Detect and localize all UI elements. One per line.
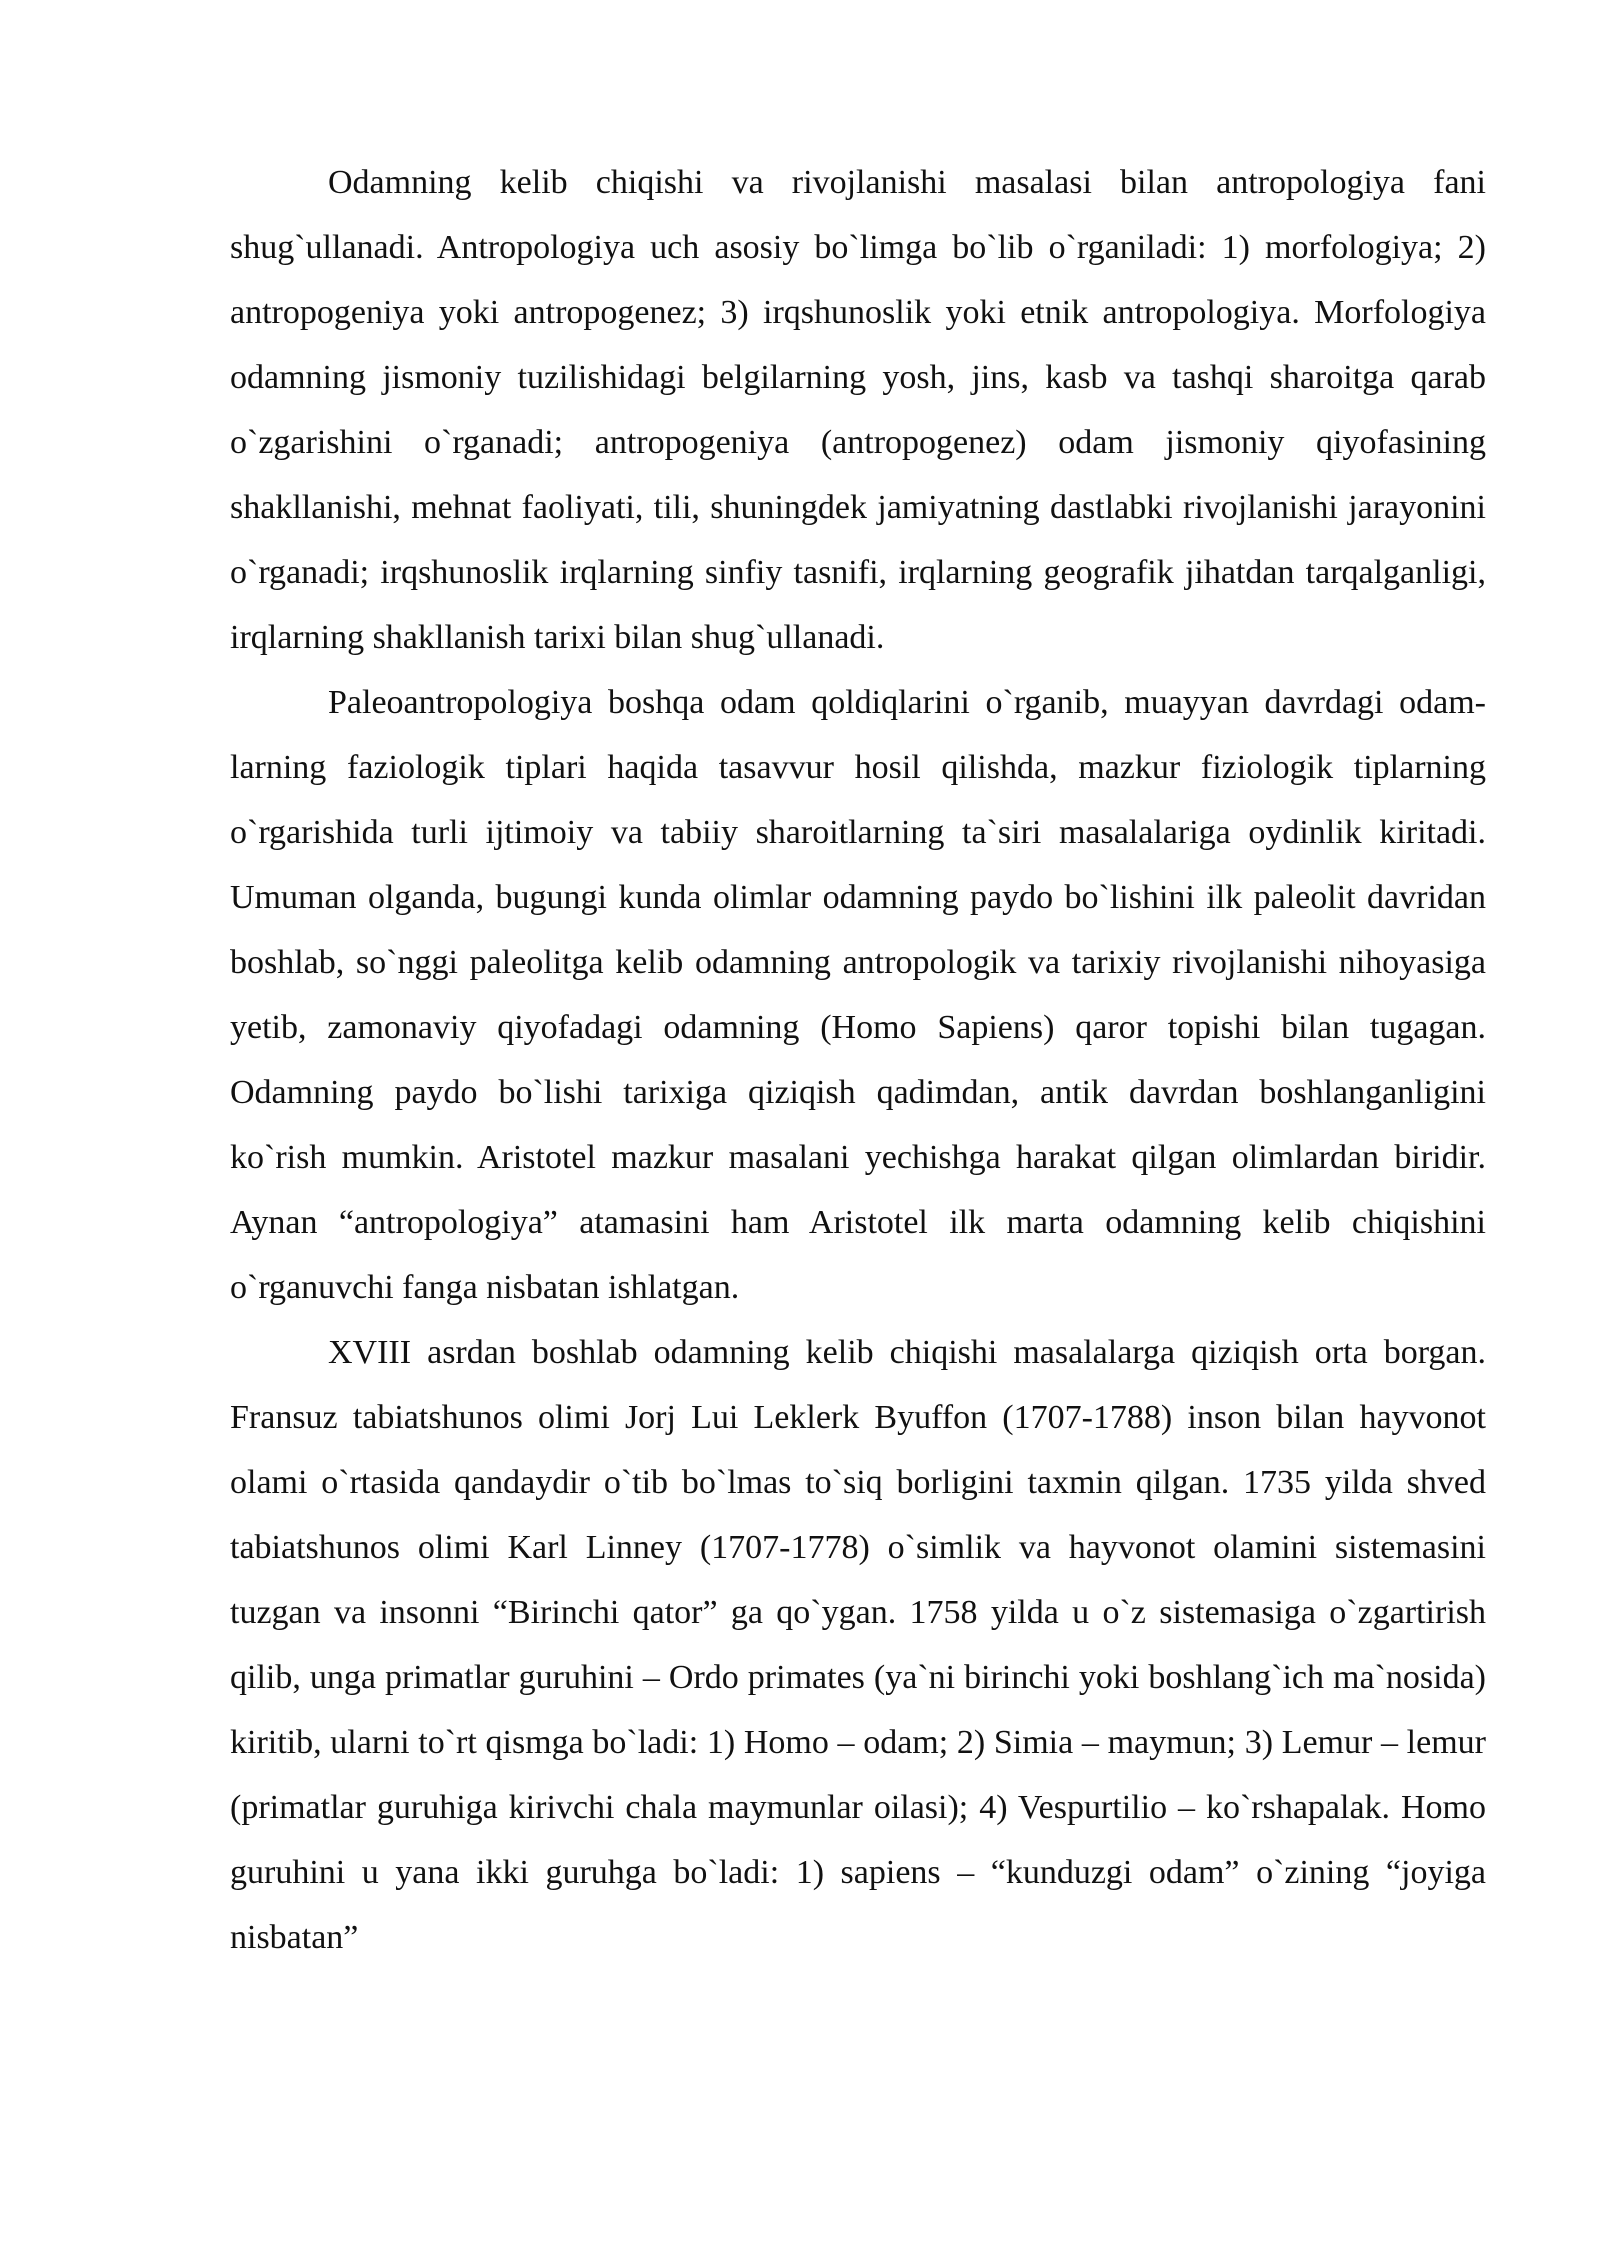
paragraph-paleoantropologiya: Paleoantropologiya boshqa odam qoldiqlarini o`rganib, muayyan davrdagi odam-larning faziologik tiplari haqida tasavvur hosil qilishda, mazkur fiziologik tiplarning o`rgarishida turli ijtimoiy va tabiiy sharoitlarning ta`siri masalalariga oydinlik kiritadi. Umuman olganda, bugungi kunda olimlar odamning paydo bo`lishini ilk paleolit davridan boshlab, so`nggi paleolitga kelib odamning antropologik va tarixiy rivojlanishi nihoyasiga yetib, zamonaviy qiyofadagi odamning (Homo Sapiens) qaror topishi bilan tugagan. Odamning paydo bo`lishi tarixiga qiziqish qadimdan, antik davrdan boshlanganligini ko`rish mumkin. Aristotel mazkur masalani yechishga harakat qilgan olimlardan biridir. Aynan “antropologiya” atamasini ham Aristotel ilk marta odamning kelib chiqishini o`rganuvchi fanga nisbatan ishlatgan. [230,684,1486,1306]
document-body [230,150,1486,1970]
paragraph-xviii-asr: XVIII asrdan boshlab odamning kelib chiqishi masalalarga qiziqish orta borgan. Fransuz tabiatshunos olimi Jorj Lui Leklerk Byuffon (1707-1788) inson bilan hayvonot olami o`rtasida qandaydir o`tib bo`lmas to`siq borligini taxmin qilgan. 1735 yilda shved tabiatshunos olimi Karl Linney (1707-1778) o`simlik va hayvonot olamini sistemasini tuzgan va insonni “Birinchi qator” ga qo`ygan. 1758 yilda u o`z sistemasiga o`zgartirish qilib, unga primatlar guruhini – Ordo primates (ya`ni birinchi yoki boshlang`ich ma`nosida) kiritib, ularni to`rt qismga bo`ladi: 1) Homo – odam; 2) Simia – maymun; 3) Lemur – lemur (primatlar guruhiga kirivchi chala maymunlar oilasi); 4) Vespurtilio – ko`rshapalak. Homo guruhini u yana ikki guruhga bo`ladi: 1) sapiens – “kunduzgi odam” o`zining “joyiga nisbatan” [230,1334,1486,1956]
paragraph-antropologiya-bolimlari: Odamning kelib chiqishi va rivojlanishi masalasi bilan antropologiya fani shug`ullanadi. Antropologiya uch asosiy bo`limga bo`lib o`rganiladi: 1) morfologiya; 2) antropogeniya yoki antropogenez; 3) irqshunoslik yoki etnik antropologiya. Morfologiya odamning jismoniy tuzilishidagi belgilarning yosh, jins, kasb va tashqi sharoitga qarab o`zgarishini o`rganadi; antropogeniya (antropogenez) odam jismoniy qiyofasining shakllanishi, mehnat faoliyati, tili, shuningdek jamiyatning dastlabki rivojlanishi jarayonini o`rganadi; irqshunoslik irqlarning sinfiy tasnifi, irqlarning geografik jihatdan tarqalganligi, irqlarning shakllanish tarixi bilan shug`ullanadi. [230,164,1486,656]
